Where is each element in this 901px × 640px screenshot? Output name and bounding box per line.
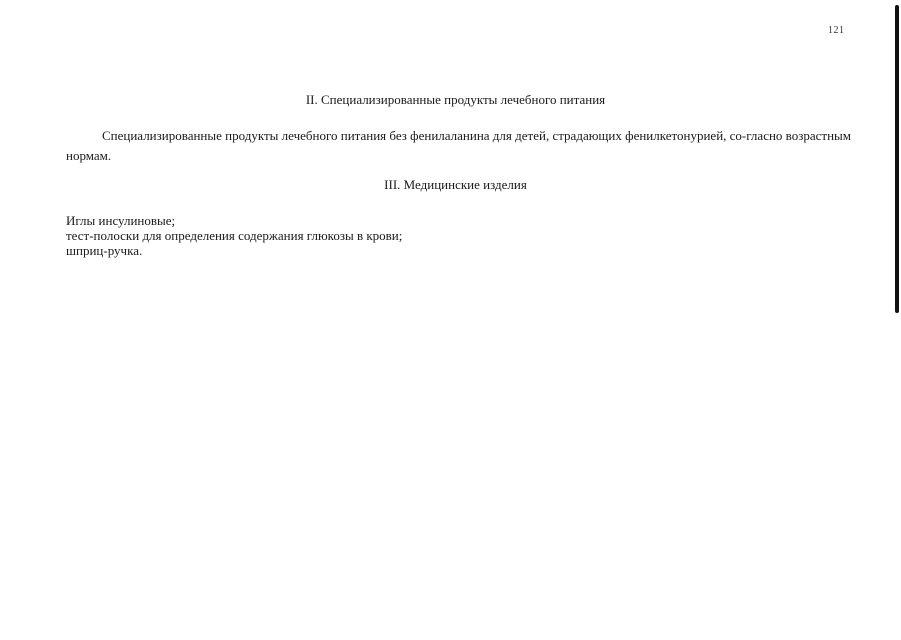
page-number: 121: [828, 25, 845, 36]
section-2-paragraph: Специализированные продукты лечебного питания без фенилаланина для детей, страдающих фенилкетонурией, со-гласно возрастным нормам.: [66, 128, 851, 163]
list-item: Иглы инсулиновые;: [66, 213, 176, 228]
scan-edge-shadow: [895, 5, 899, 313]
medical-items-list: [66, 213, 402, 258]
list-item: тест-полоски для определения содержания глюкозы в крови;: [66, 228, 403, 243]
section-3-heading: III. Медицинские изделия: [384, 177, 527, 192]
section-2-heading: II. Специализированные продукты лечебного питания: [305, 92, 606, 107]
list-item: шприц-ручка.: [66, 243, 143, 258]
